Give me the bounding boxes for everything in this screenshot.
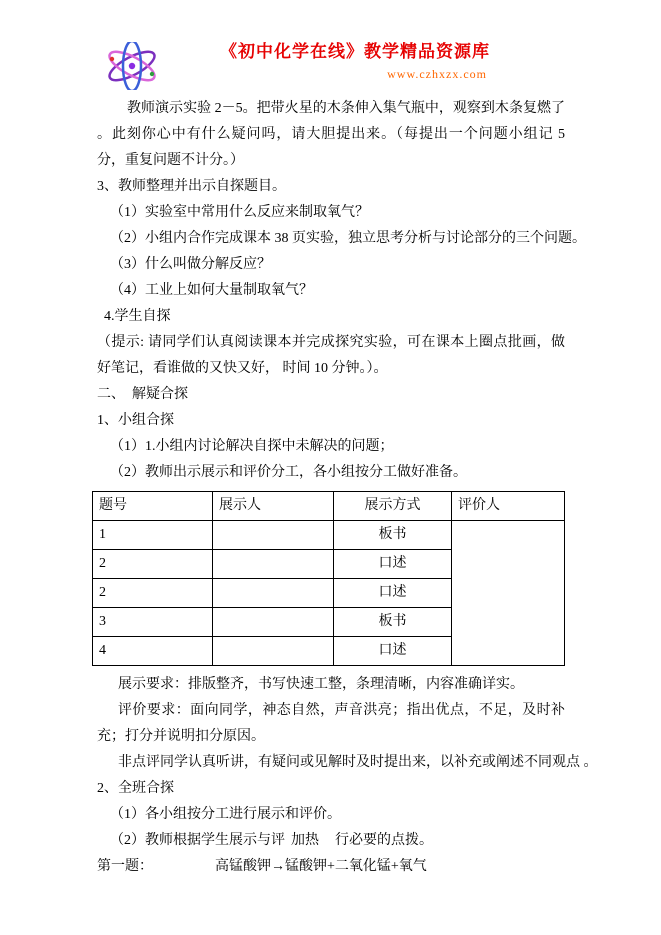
chemical-equation: 高锰酸钾→锰酸钾+二氧化锰+氧气	[215, 859, 427, 874]
heading-step-4: 4.学生自探	[104, 309, 171, 324]
heading-sub-2: 2、全班合探	[97, 781, 174, 796]
cell-presenter	[213, 550, 334, 579]
cell-method: 口述	[334, 637, 452, 666]
cell-evaluator-merged	[452, 521, 565, 666]
heat-condition-label: 加热	[291, 833, 319, 848]
requirement-listen: 非点评同学认真听讲，有疑问或见解时及时提出来，以补充或阐述不同观点 。	[118, 755, 598, 770]
cell-method: 口述	[334, 579, 452, 608]
brand-block	[220, 42, 490, 82]
table-row	[93, 521, 565, 550]
cell-presenter	[213, 637, 334, 666]
cell-method: 板书	[334, 608, 452, 637]
question-4: （4）工业上如何大量制取氧气？	[110, 283, 313, 298]
item-sub2-1: （1）各小组按分工进行展示和评价。	[110, 807, 341, 822]
cell-number: 4	[93, 637, 213, 666]
cell-number: 2	[93, 579, 213, 608]
col-header-number: 题号	[93, 492, 213, 521]
item-sub1-2: （2）教师出示展示和评价分工，各小组按分工做好准备。	[110, 465, 467, 480]
cell-presenter	[213, 521, 334, 550]
heading-sub-1: 1、小组合探	[97, 413, 174, 428]
cell-presenter	[213, 608, 334, 637]
question-1: （1）实验室中常用什么反应来制取氧气？	[110, 205, 369, 220]
heading-step-3: 3、教师整理并出示自探题目。	[97, 179, 286, 194]
site-title: 《初中化学在线》教学精品资源库	[220, 42, 490, 61]
atom-logo-icon	[104, 42, 160, 90]
question-3: （3）什么叫做分解反应？	[110, 257, 271, 272]
site-header	[0, 0, 661, 92]
item-sub1-1: （1）1.小组内讨论解决自探中未解决的问题；	[110, 439, 394, 454]
cell-number: 2	[93, 550, 213, 579]
cell-presenter	[213, 579, 334, 608]
col-header-evaluator: 评价人	[452, 492, 565, 521]
cell-method: 口述	[334, 550, 452, 579]
requirement-display: 展示要求：排版整齐，书写快速工整，条理清晰，内容准确详实。	[118, 677, 524, 692]
item-sub2-2-text-a: （2）教师根据学生展示与评	[110, 833, 285, 848]
assignment-table	[92, 491, 565, 666]
document-body	[0, 92, 661, 880]
cell-number: 3	[93, 608, 213, 637]
cell-method: 板书	[334, 521, 452, 550]
heading-section-2: 二、 解疑合探	[97, 387, 188, 402]
requirement-evaluate: 评价要求：面向同学，神态自然，声音洪亮；指出优点，不足，及时补充；打分并说明扣分原因。	[97, 703, 565, 744]
table-header-row	[93, 492, 565, 521]
site-url: www.czhxzx.com	[387, 67, 487, 81]
item-sub2-2	[97, 828, 565, 854]
paragraph-demo-experiment: 教师演示实验 2－5。把带火星的木条伸入集气瓶中，观察到木条复燃了 。此刻你心中有什么疑问吗，请大胆提出来。（每提出一个问题小组记 5 分，重复问题不计分。）	[97, 101, 565, 168]
col-header-presenter: 展示人	[213, 492, 334, 521]
item-sub2-2-text-b: 行必要的点拨。	[335, 833, 433, 848]
paragraph-hint: （提示: 请同学们认真阅读课本并完成探究实验，可在课本上圈点批画，做好笔记，看谁做的又快又好， 时间 10 分钟。）。	[97, 335, 565, 376]
col-header-method: 展示方式	[334, 492, 452, 521]
cell-number: 1	[93, 521, 213, 550]
equation-line	[97, 854, 565, 880]
question-2: （2）小组内合作完成课本 38 页实验，独立思考分析与讨论部分的三个问题。	[110, 231, 586, 246]
equation-label: 第一题：	[97, 859, 153, 874]
